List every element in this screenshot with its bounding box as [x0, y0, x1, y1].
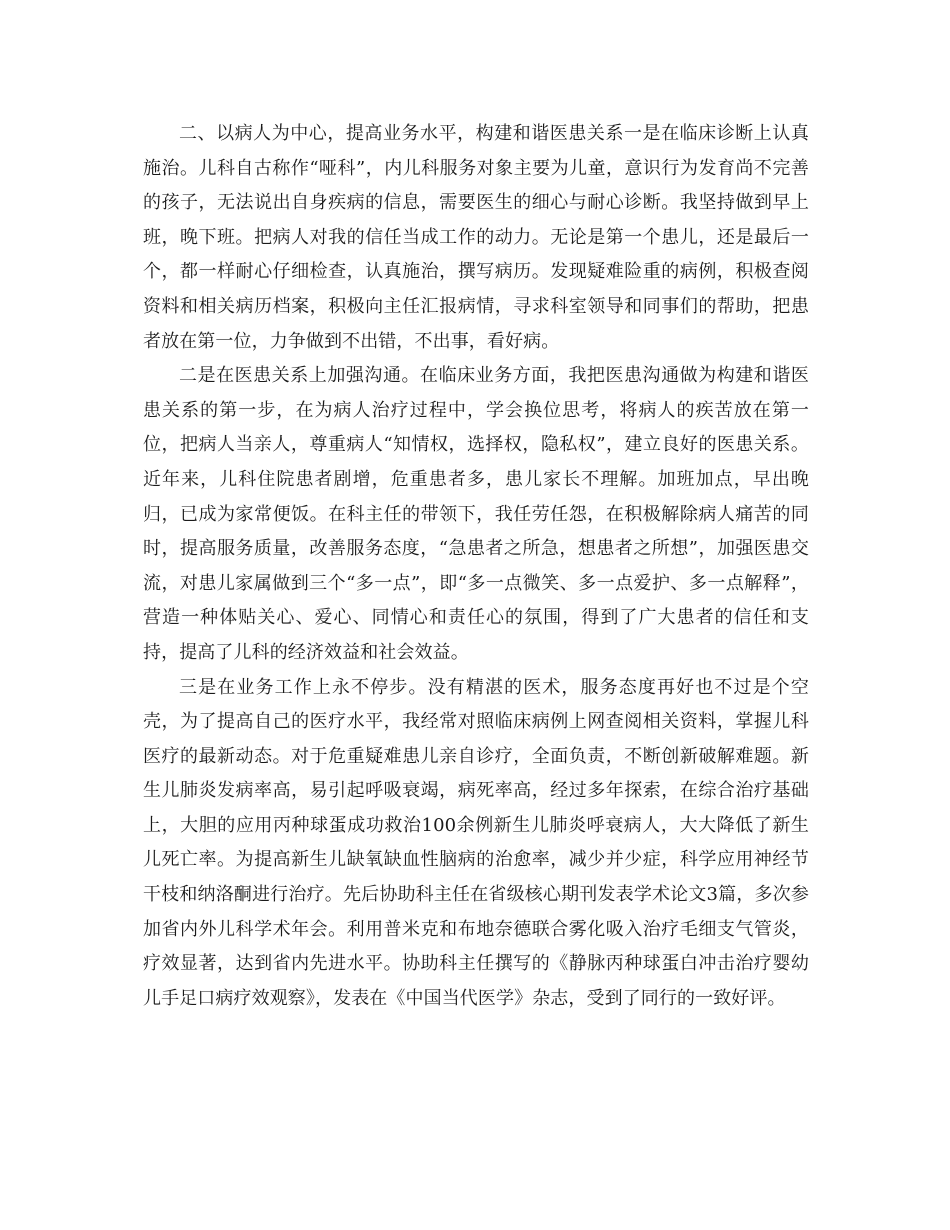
- document-body: [143, 117, 809, 1016]
- paragraph-1: 二、以病人为中心，提高业务水平，构建和谐医患关系一是在临床诊断上认真施治。儿科自古称作“哑科”，内儿科服务对象主要为儿童，意识行为发育尚不完善的孩子，无法说出自身疾病的信息，需要医生的细心与耐心诊断。我坚持做到早上班，晚下班。把病人对我的信任当成工作的动力。无论是第一个患儿，还是最后一个，都一样耐心仔细检查，认真施治，撰写病历。发现疑难险重的病例，积极查阅资料和相关病历档案，积极向主任汇报病情，寻求科室领导和同事们的帮助，把患者放在第一位，力争做到不出错，不出事，看好病。: [143, 123, 809, 352]
- paragraph-2: 二是在医患关系上加强沟通。在临床业务方面，我把医患沟通做为构建和谐医患关系的第一步，在为病人治疗过程中，学会换位思考，将病人的疾苦放在第一位，把病人当亲人，尊重病人“知情权，选择权，隐私权”，建立良好的医患关系。近年来，儿科住院患者剧增，危重患者多，患儿家长不理解。加班加点，早出晚归，已成为家常便饭。在科主任的带领下，我任劳任怨，在积极解除病人痛苦的同时，提高服务质量，改善服务态度，“急患者之所急，想患者之所想”，加强医患交流，对患儿家属做到三个“多一点”，即“多一点微笑、多一点爱护、多一点解释”，营造一种体贴关心、爱心、同情心和责任心的氛围，得到了广大患者的信任和支持，提高了儿科的经济效益和社会效益。: [143, 365, 809, 663]
- paragraph-3: 三是在业务工作上永不停步。没有精湛的医术，服务态度再好也不过是个空壳，为了提高自己的医疗水平，我经常对照临床病例上网查阅相关资料，掌握儿科医疗的最新动态。对于危重疑难患儿亲自诊疗，全面负责，不断创新破解难题。新生儿肺炎发病率高，易引起呼吸衰竭，病死率高，经过多年探索，在综合治疗基础上，大胆的应用丙种球蛋成功救治100余例新生儿肺炎呼衰病人，大大降低了新生儿死亡率。为提高新生儿缺氧缺血性脑病的治愈率，减少并少症，科学应用神经节干枝和纳洛酮进行治疗。先后协助科主任在省级核心期刊发表学术论文3篇，多次参加省内外儿科学术年会。利用普米克和布地奈德联合雾化吸入治疗毛细支气管炎，疗效显著，达到省内先进水平。协助科主任撰写的《静脉丙种球蛋白冲击治疗婴幼儿手足口病疗效观察》，发表在《中国当代医学》杂志，受到了同行的一致好评。: [143, 676, 809, 1009]
